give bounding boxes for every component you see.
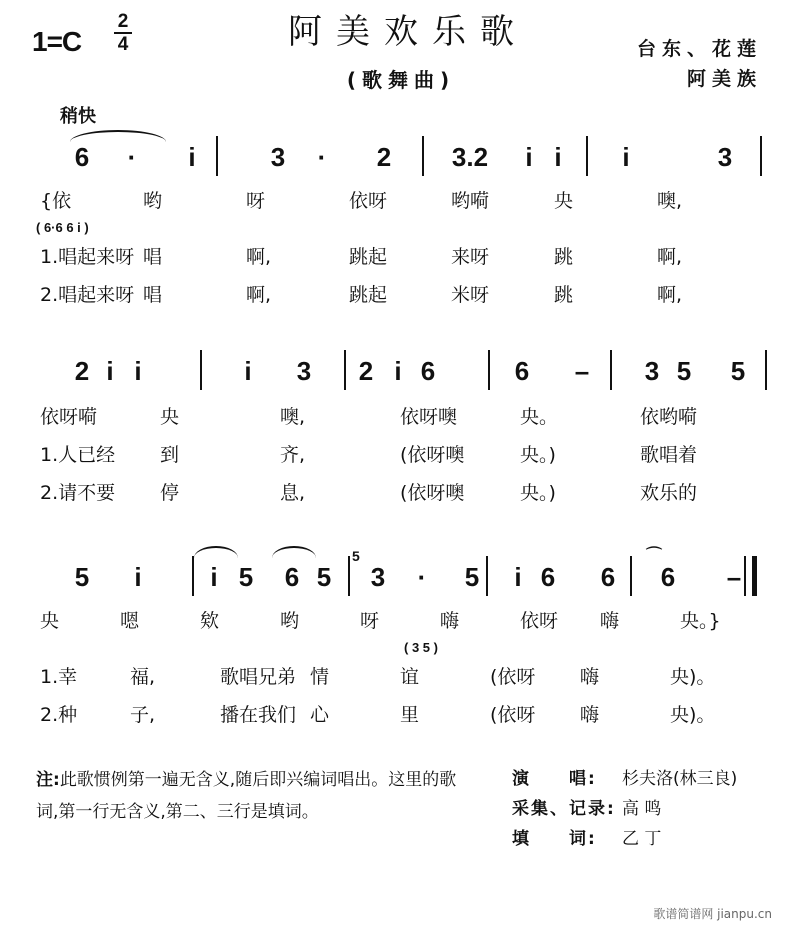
footnote-label: 注: — [36, 770, 60, 790]
lyric-syllable: 跳起 — [349, 284, 388, 306]
lyric-syllable: 齐, — [280, 444, 306, 466]
note: i — [554, 142, 562, 172]
lyric-syllable: 嗨 — [580, 666, 600, 688]
note: 6 — [540, 562, 556, 592]
note: i — [622, 142, 630, 172]
lyric-syllable: (依呀噢 — [400, 444, 465, 466]
lyric-syllable: 歌唱兄弟 — [220, 666, 297, 688]
lyric-syllable: 唱 — [143, 246, 163, 268]
lyric-line-2-c — [30, 478, 775, 506]
lyric-syllable: 谊 — [400, 666, 420, 688]
bar-line — [348, 556, 350, 596]
note: i — [244, 356, 252, 386]
note: i — [525, 142, 533, 172]
ornament-notes: ( 3 5 ) — [404, 640, 438, 655]
credit-label: 演 唱: — [512, 769, 597, 789]
watermark: 歌谱简谱网 jianpu.cn — [653, 907, 772, 921]
lyric-syllable: 依呀 — [520, 610, 559, 632]
lyric-syllable: 央。 — [520, 406, 559, 428]
lyric-syllable: (依呀 — [490, 666, 536, 688]
fermata-icon: ⌒ — [646, 547, 663, 564]
lyric-syllable: 里 — [400, 704, 420, 726]
lyric-syllable: 噢, — [657, 190, 683, 212]
lyric-syllable: 呀 — [360, 610, 380, 632]
note: 3 — [270, 142, 286, 172]
note: 5 — [676, 356, 692, 386]
note: 2 — [358, 356, 374, 386]
note: 6 — [74, 142, 90, 172]
bar-line — [752, 556, 757, 596]
lyric-syllable: 呀 — [246, 190, 266, 212]
credit-value: 乙 丁 — [622, 829, 662, 849]
bar-line — [192, 556, 194, 596]
song-title: 阿美欢乐歌 — [288, 12, 528, 52]
lyric-syllable: 息, — [280, 482, 306, 504]
lyric-line-1-b — [30, 242, 775, 270]
lyric-syllable: (依呀 — [490, 704, 536, 726]
credit-singer — [512, 764, 782, 794]
bar-line — [200, 350, 202, 390]
lyric-syllable: 1.唱起来呀 — [40, 246, 135, 268]
slur — [70, 130, 166, 142]
time-top: 2 — [117, 11, 129, 32]
credits-block — [512, 764, 782, 854]
lyric-syllable: {依 — [40, 190, 72, 212]
note: i — [210, 562, 218, 592]
lyric-syllable: 到 — [160, 444, 180, 466]
note: · — [417, 562, 427, 592]
note: – — [726, 562, 742, 592]
lyric-syllable: 哟 — [280, 610, 300, 632]
note: 6 — [660, 562, 676, 592]
key-signature: 1=C — [32, 26, 82, 57]
note: 6 — [284, 562, 300, 592]
lyric-syllable: 央 — [554, 190, 574, 212]
note: 6 — [420, 356, 436, 386]
lyric-syllable: 米呀 — [451, 284, 490, 306]
bar-line — [488, 350, 490, 390]
footnote — [36, 764, 476, 828]
lyric-syllable: 依呀 — [349, 190, 388, 212]
lyric-syllable: 欢乐的 — [640, 482, 698, 504]
tempo-marking: 稍快 — [60, 106, 96, 127]
lyric-syllable: 1.人已经 — [40, 444, 116, 466]
lyric-syllable: 跳 — [554, 246, 574, 268]
notation-line-2 — [30, 356, 775, 396]
note: – — [574, 356, 590, 386]
lyric-syllable: 1.幸 — [40, 666, 78, 688]
bar-line — [216, 136, 218, 176]
note: 6 — [514, 356, 530, 386]
lyric-syllable: 哟嗬 — [451, 190, 490, 212]
note: · — [317, 142, 327, 172]
origin-region: 台东、花莲 — [636, 38, 762, 60]
notation-line-3 — [30, 562, 775, 602]
ornament-notes: ( 6·6 6 i ) — [36, 220, 89, 235]
credit-label: 采集、记录: — [512, 799, 616, 819]
note: 3 — [370, 562, 386, 592]
bar-line — [760, 136, 762, 176]
lyric-syllable: 依呀噢 — [400, 406, 458, 428]
lyric-syllable: 2.请不要 — [40, 482, 116, 504]
notation-line-1 — [30, 142, 775, 182]
lyric-line-2-b — [30, 440, 775, 468]
note: 5 — [74, 562, 90, 592]
lyric-syllable: 跳 — [554, 284, 574, 306]
note: i — [134, 356, 142, 386]
lyric-syllable: 子, — [130, 704, 156, 726]
bar-line — [586, 136, 588, 176]
note: 3 — [296, 356, 312, 386]
lyric-syllable: 歌唱着 — [640, 444, 698, 466]
lyric-syllable: 央。) — [520, 482, 556, 504]
lyric-syllable: 依呀嗬 — [40, 406, 98, 428]
final-bar-line — [744, 556, 746, 596]
note: 5 — [730, 356, 746, 386]
lyric-syllable: 情 — [310, 666, 330, 688]
lyric-syllable: 欸 — [200, 610, 220, 632]
note: i — [134, 562, 142, 592]
lyric-syllable: 啊, — [657, 246, 683, 268]
lyric-syllable: 噢, — [280, 406, 306, 428]
bar-line — [765, 350, 767, 390]
lyric-line-3-c — [30, 700, 775, 728]
note: i — [514, 562, 522, 592]
lyric-syllable: 心 — [310, 704, 330, 726]
origin-people: 阿美族 — [686, 68, 762, 90]
lyric-syllable: 2.种 — [40, 704, 78, 726]
grace-note: 5 — [352, 548, 360, 564]
footnote-text: 此歌惯例第一遍无含义,随后即兴编词唱出。这里的歌词,第一行无含义,第二、三行是填词。 — [36, 770, 457, 822]
bar-line — [344, 350, 346, 390]
lyric-line-2-a — [30, 402, 775, 430]
credit-value: 高 鸣 — [622, 799, 662, 819]
note: 5 — [464, 562, 480, 592]
song-subtitle: (歌舞曲) — [346, 68, 456, 92]
lyric-line-1-a — [30, 186, 775, 214]
lyric-syllable: 依哟嗬 — [640, 406, 698, 428]
slur — [272, 546, 316, 558]
note: i — [106, 356, 114, 386]
note: 2 — [74, 356, 90, 386]
lyric-syllable: 2.唱起来呀 — [40, 284, 135, 306]
lyric-syllable: 央)。 — [670, 704, 716, 726]
note: i — [394, 356, 402, 386]
note: 5 — [316, 562, 332, 592]
note: 3 — [644, 356, 660, 386]
bar-line — [610, 350, 612, 390]
credit-value: 杉夫洛(林三良) — [622, 769, 738, 789]
lyric-line-3-b — [30, 662, 775, 690]
lyric-syllable: 嗨 — [440, 610, 460, 632]
bar-line — [486, 556, 488, 596]
credit-label: 填 词: — [512, 829, 597, 849]
lyric-syllable: 跳起 — [349, 246, 388, 268]
lyric-line-3-a — [30, 606, 775, 634]
lyric-line-1-c — [30, 280, 775, 308]
lyric-syllable: 播在我们 — [220, 704, 297, 726]
lyric-syllable: 哟 — [143, 190, 163, 212]
lyric-syllable: 嗨 — [580, 704, 600, 726]
credit-lyricist — [512, 824, 782, 854]
note: 5 — [238, 562, 254, 592]
lyric-syllable: 央 — [160, 406, 180, 428]
lyric-syllable: 来呀 — [451, 246, 490, 268]
lyric-syllable: 唱 — [143, 284, 163, 306]
lyric-syllable: 福, — [130, 666, 156, 688]
lyric-syllable: 啊, — [657, 284, 683, 306]
lyric-syllable: 央。) — [520, 444, 556, 466]
lyric-syllable: 啊, — [246, 284, 272, 306]
note: 3 — [717, 142, 733, 172]
note: i — [188, 142, 196, 172]
time-bottom: 4 — [117, 34, 129, 55]
lyric-syllable: 央。} — [680, 610, 721, 632]
note: 6 — [600, 562, 616, 592]
bar-line — [422, 136, 424, 176]
slur — [194, 546, 238, 558]
lyric-syllable: (依呀噢 — [400, 482, 465, 504]
lyric-syllable: 央 — [40, 610, 60, 632]
note: · — [127, 142, 137, 172]
note: 2 — [376, 142, 392, 172]
bar-line — [630, 556, 632, 596]
note: 3.2 — [451, 142, 489, 172]
lyric-syllable: 啊, — [246, 246, 272, 268]
lyric-syllable: 央)。 — [670, 666, 716, 688]
lyric-syllable: 停 — [160, 482, 180, 504]
lyric-syllable: 嗨 — [600, 610, 620, 632]
lyric-syllable: 嗯 — [120, 610, 140, 632]
credit-recorder — [512, 794, 782, 824]
